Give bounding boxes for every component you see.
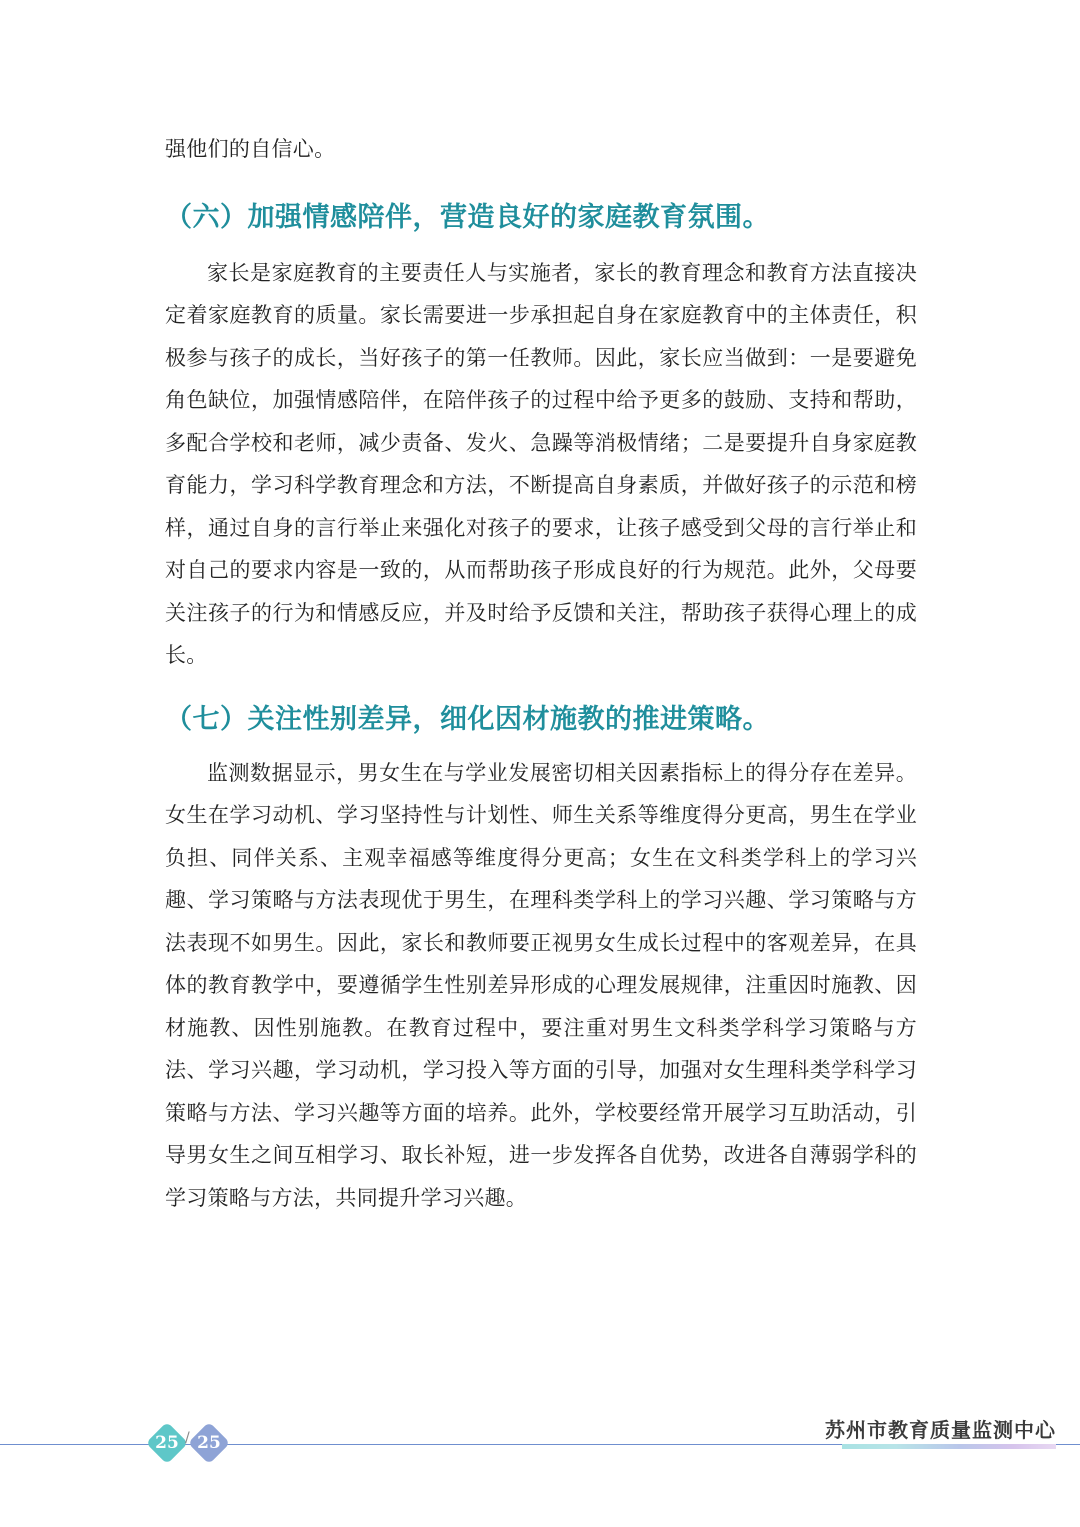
page-number-separator: /: [185, 1430, 190, 1446]
paragraph-continuation: 强他们的自信心。: [165, 137, 336, 161]
section-7-body: 监测数据显示，男女生在与学业发展密切相关因素指标上的得分存在差异。女生在学习动机、学习坚持性与计划性、师生关系等维度得分更高，男生在学业负担、同伴关系、主观幸福感等维度得分更高；女生在文科类学科上的学习兴趣、学习策略与方法表现优于男生，在理科类学科上的学习兴趣、学习策略与方法表现不如男生。因此，家长和教师要正视男女生成长过程中的客观差异，在具体的教育教学中，要遵循学生性别差异形成的心理发展规律，注重因时施教、因材施教、因性别施教。在教育过程中，要注重对男生文科类学科学习策略与方法、学习兴趣，学习动机，学习投入等方面的引导，加强对女生理科类学科学习策略与方法、学习兴趣等方面的培养。此外，学校要经常开展学习互助活动，引导男女生之间互相学习、取长补短，进一步发挥各自优势，改进各自薄弱学科的学习策略与方法，共同提升学习兴趣。: [165, 760, 917, 1210]
footer-color-bar: [842, 1444, 1056, 1449]
organization-name: 苏州市教育质量监测中心: [825, 1418, 1056, 1442]
page-number-total: 25: [197, 1433, 221, 1453]
page-number-current: 25: [155, 1433, 179, 1453]
section-6-body: 家长是家庭教育的主要责任人与实施者，家长的教育理念和教育方法直接决定着家庭教育的质量。家长需要进一步承担起自身在家庭教育中的主体责任，积极参与孩子的成长，当好孩子的第一任教师。因此，家长应当做到：一是要避免角色缺位，加强情感陪伴，在陪伴孩子的过程中给予更多的鼓励、支持和帮助，多配合学校和老师，减少责备、发火、急躁等消极情绪；二是要提升自身家庭教育能力，学习科学教育理念和方法，不断提高自身素质，并做好孩子的示范和榜样，通过自身的言行举止来强化对孩子的要求，让孩子感受到父母的言行举止和对自己的要求内容是一致的，从而帮助孩子形成良好的行为规范。此外，父母要关注孩子的行为和情感反应，并及时给予反馈和关注，帮助孩子获得心理上的成长。: [165, 260, 917, 667]
document-body: [165, 128, 917, 1219]
section-heading-6: （六）加强情感陪伴，营造良好的家庭教育氛围。: [165, 201, 770, 233]
section-heading-7: （七）关注性别差异，细化因材施教的推进策略。: [165, 703, 770, 735]
